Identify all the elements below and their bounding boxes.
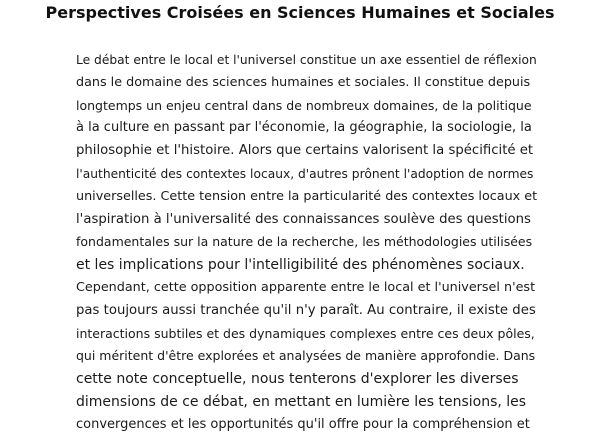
body-line-2: dans le domaine des sciences humaines et sociales. Il constitue depuis (76, 74, 531, 90)
document-title: Perspectives Croisées en Sciences Humaines et Sociales (45, 3, 555, 22)
body-line-3: longtemps un enjeu central dans de nombreux domaines, de la politique (76, 97, 532, 113)
body-line-1: Le débat entre le local et l'universel constitue un axe essentiel de réflexion (76, 53, 537, 67)
body-line-15: cette note conceptuelle, nous tenterons d'explorer les diverses (76, 371, 519, 388)
body-line-11: Cependant, cette opposition apparente entre le local et l'universel n'est (76, 279, 536, 295)
body-line-17: convergences et les opportunités qu'il offre pour la compréhension et (76, 416, 530, 432)
body-line-7: universelles. Cette tension entre la particularité des contextes locaux et (76, 188, 538, 204)
body-line-13: interactions subtiles et des dynamiques complexes entre ces deux pôles, (76, 325, 535, 341)
body-line-9: fondamentales sur la nature de la recherche, les méthodologies utilisées (76, 234, 533, 250)
body-line-14: qui méritent d'être explorées et analysées de manière approfondie. Dans (76, 348, 536, 364)
body-line-4: à la culture en passant par l'économie, la géographie, la sociologie, la (76, 120, 532, 136)
body-line-8: l'aspiration à l'universalité des connaissances soulève des questions (76, 211, 531, 227)
body-line-12: pas toujours aussi tranchée qu'il n'y paraît. Au contraire, il existe des (76, 302, 536, 318)
body-line-6: l'authenticité des contextes locaux, d'autres prônent l'adoption de normes (76, 166, 534, 181)
body-line-5: philosophie et l'histoire. Alors que certains valorisent la spécificité et (76, 143, 534, 159)
body-line-16: dimensions de ce débat, en mettant en lumière les tensions, les (76, 393, 527, 410)
body-line-10: et les implications pour l'intelligibilité des phénomènes sociaux. (76, 257, 525, 274)
document-body (76, 49, 538, 437)
